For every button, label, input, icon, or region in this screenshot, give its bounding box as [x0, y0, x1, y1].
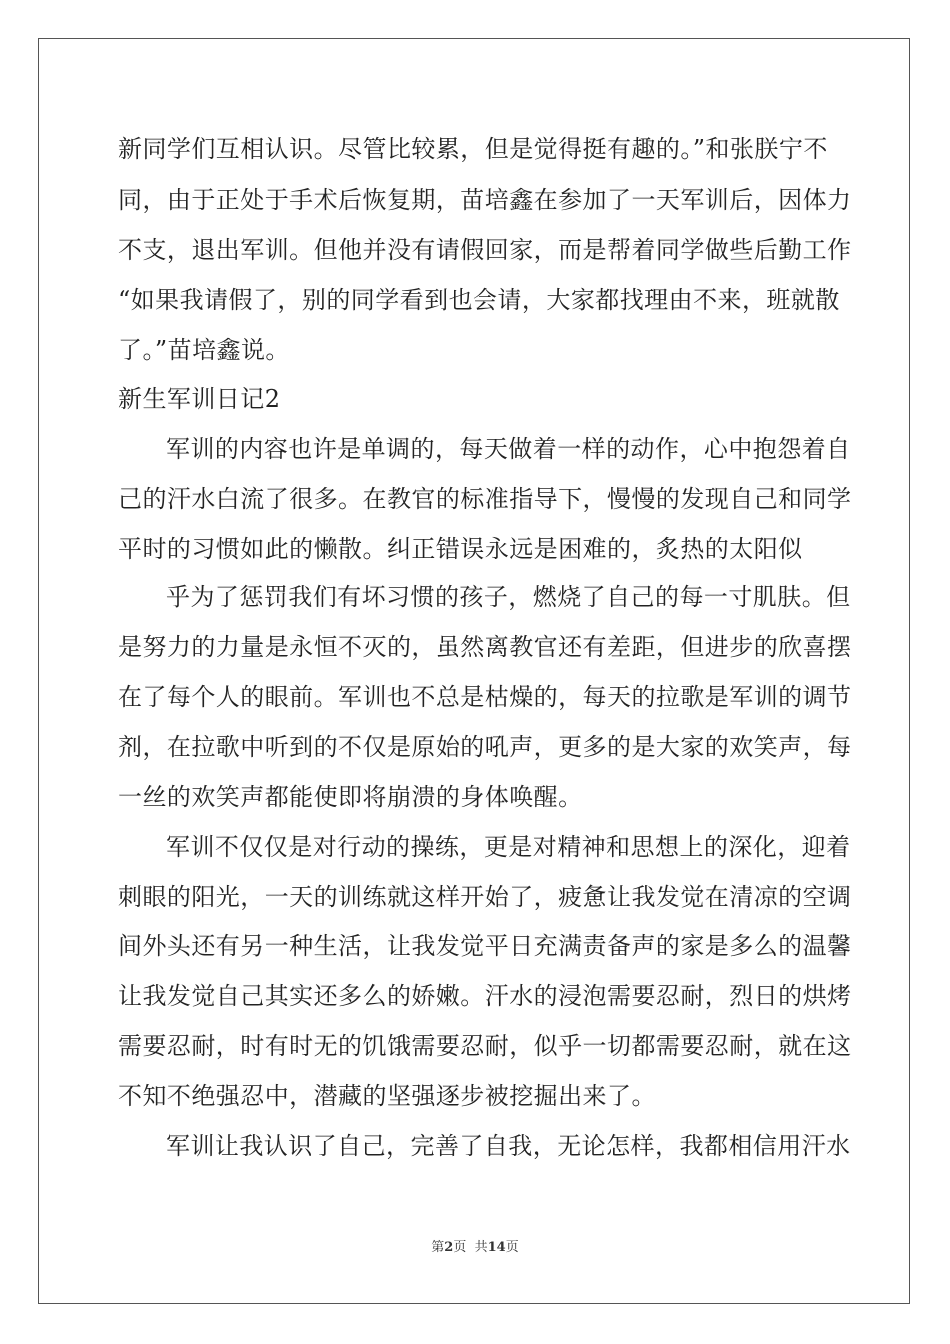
text-line: 让我发觉自己其实还多么的娇嫩。汗水的浸泡需要忍耐，烈日的烘烤 [118, 982, 852, 1010]
footer-page-current: 2 [444, 1240, 454, 1255]
page-border [38, 38, 910, 1304]
text-line: 军训让我认识了自己，完善了自我，无论怎样，我都相信用汗水 [166, 1132, 851, 1160]
text-line: 刺眼的阳光，一天的训练就这样开始了，疲惫让我发觉在清凉的空调 [118, 883, 852, 911]
footer-page-total: 14 [487, 1240, 506, 1255]
text-line: “如果我请假了，别的同学看到也会请，大家都找理由不来，班就散 [118, 286, 840, 314]
footer-suffix: 页 [505, 1240, 519, 1255]
text-line: 在了每个人的眼前。军训也不总是枯燥的，每天的拉歌是军训的调节 [118, 683, 852, 711]
text-line: 平时的习惯如此的懒散。纠正错误永远是困难的，炙热的太阳似 [118, 535, 803, 563]
text-line: 同，由于正处于手术后恢复期，苗培鑫在参加了一天军训后，因体力 [118, 186, 852, 214]
text-line: 了。”苗培鑫说。 [118, 336, 290, 364]
text-line: 军训的内容也许是单调的，每天做着一样的动作，心中抱怨着自 [166, 435, 851, 463]
text-line: 不知不绝强忍中，潜藏的坚强逐步被挖掘出来了。 [118, 1082, 656, 1110]
text-line: 间外头还有另一种生活，让我发觉平日充满责备声的家是多么的温馨 [118, 932, 852, 960]
footer-prefix: 第 [431, 1240, 445, 1255]
text-line: 需要忍耐，时有时无的饥饿需要忍耐，似乎一切都需要忍耐，就在这 [118, 1032, 852, 1060]
text-line: 不支，退出军训。但他并没有请假回家，而是帮着同学做些后勤工作 [118, 236, 852, 264]
text-line: 一丝的欢笑声都能使即将崩溃的身体唤醒。 [118, 783, 583, 811]
footer-mid: 页 共 [453, 1240, 488, 1255]
text-line: 新同学们互相认识。尽管比较累，但是觉得挺有趣的。”和张朕宁不 [118, 135, 828, 163]
text-line: 是努力的力量是永恒不灭的，虽然离教官还有差距，但进步的欣喜摆 [118, 633, 852, 661]
text-line: 乎为了惩罚我们有坏习惯的孩子，燃烧了自己的每一寸肌肤。但 [166, 583, 851, 611]
text-line: 剂，在拉歌中听到的不仅是原始的吼声，更多的是大家的欢笑声，每 [118, 733, 852, 761]
page-footer [0, 1236, 950, 1255]
text-line: 己的汗水白流了很多。在教官的标准指导下，慢慢的发现自己和同学 [118, 485, 852, 513]
section-heading: 新生军训日记2 [118, 385, 281, 413]
text-line: 军训不仅仅是对行动的操练，更是对精神和思想上的深化，迎着 [166, 833, 851, 861]
